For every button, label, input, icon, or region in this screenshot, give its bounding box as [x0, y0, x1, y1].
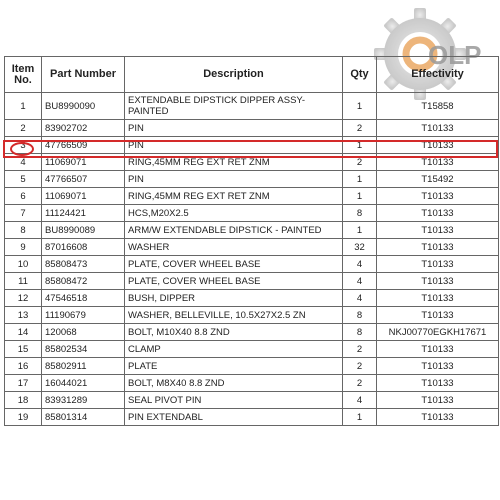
cell-part-number: 47546518 — [42, 290, 125, 307]
cell-effectivity: T10133 — [377, 409, 499, 426]
table-row — [5, 256, 499, 273]
cell-description: BOLT, M8X40 8.8 ZND — [125, 375, 343, 392]
cell-item-no: 5 — [5, 171, 42, 188]
cell-item-no: 12 — [5, 290, 42, 307]
cell-qty: 1 — [343, 222, 377, 239]
cell-effectivity: T10133 — [377, 188, 499, 205]
cell-qty: 8 — [343, 324, 377, 341]
cell-part-number: 83902702 — [42, 120, 125, 137]
cell-description: WASHER — [125, 239, 343, 256]
cell-effectivity: T10133 — [377, 273, 499, 290]
cell-description: ARM/W EXTENDABLE DIPSTICK - PAINTED — [125, 222, 343, 239]
cell-description: RING,45MM REG EXT RET ZNM — [125, 188, 343, 205]
cell-part-number: 47766509 — [42, 137, 125, 154]
cell-item-no: 4 — [5, 154, 42, 171]
cell-qty: 4 — [343, 290, 377, 307]
cell-effectivity: T15492 — [377, 171, 499, 188]
cell-qty: 4 — [343, 256, 377, 273]
cell-effectivity: T10133 — [377, 307, 499, 324]
cell-effectivity: T10133 — [377, 341, 499, 358]
cell-item-no: 15 — [5, 341, 42, 358]
cell-part-number: 85808472 — [42, 273, 125, 290]
cell-effectivity: T10133 — [377, 120, 499, 137]
table-row — [5, 358, 499, 375]
cell-description: PIN EXTENDABL — [125, 409, 343, 426]
table-row — [5, 273, 499, 290]
cell-part-number: 11069071 — [42, 154, 125, 171]
cell-qty: 4 — [343, 273, 377, 290]
cell-item-no: 19 — [5, 409, 42, 426]
cell-part-number: 83931289 — [42, 392, 125, 409]
table-row — [5, 93, 499, 120]
cell-part-number: 47766507 — [42, 171, 125, 188]
table-body — [5, 93, 499, 426]
table-row — [5, 324, 499, 341]
cell-item-no: 9 — [5, 239, 42, 256]
table-row — [5, 205, 499, 222]
cell-part-number: BU8990089 — [42, 222, 125, 239]
table-row — [5, 239, 499, 256]
table-row — [5, 409, 499, 426]
cell-effectivity: T10133 — [377, 154, 499, 171]
table-row — [5, 290, 499, 307]
table-row — [5, 392, 499, 409]
header-item-no: Item No. — [5, 57, 42, 93]
table-row — [5, 307, 499, 324]
cell-effectivity: T10133 — [377, 222, 499, 239]
header-qty: Qty — [343, 57, 377, 93]
table-row — [5, 137, 499, 154]
cell-qty: 2 — [343, 154, 377, 171]
cell-item-no: 13 — [5, 307, 42, 324]
cell-effectivity: NKJ00770EGKH17671 — [377, 324, 499, 341]
header-description: Description — [125, 57, 343, 93]
cell-item-no: 7 — [5, 205, 42, 222]
cell-item-no: 18 — [5, 392, 42, 409]
cell-description: RING,45MM REG EXT RET ZNM — [125, 154, 343, 171]
cell-part-number: 85801314 — [42, 409, 125, 426]
cell-qty: 2 — [343, 120, 377, 137]
cell-qty: 8 — [343, 205, 377, 222]
cell-part-number: 11069071 — [42, 188, 125, 205]
cell-item-no: 11 — [5, 273, 42, 290]
cell-part-number: 85802534 — [42, 341, 125, 358]
table-header-row — [5, 57, 499, 93]
cell-description: PLATE, COVER WHEEL BASE — [125, 256, 343, 273]
cell-part-number: 85808473 — [42, 256, 125, 273]
table-row — [5, 188, 499, 205]
cell-description: SEAL PIVOT PIN — [125, 392, 343, 409]
cell-description: WASHER, BELLEVILLE, 10.5X27X2.5 ZN — [125, 307, 343, 324]
cell-part-number: 85802911 — [42, 358, 125, 375]
cell-item-no: 3 — [5, 137, 42, 154]
cell-qty: 8 — [343, 307, 377, 324]
cell-item-no: 10 — [5, 256, 42, 273]
cell-part-number: 16044021 — [42, 375, 125, 392]
cell-part-number: BU8990090 — [42, 93, 125, 120]
cell-item-no: 6 — [5, 188, 42, 205]
cell-effectivity: T10133 — [377, 290, 499, 307]
table-row — [5, 375, 499, 392]
cell-effectivity: T15858 — [377, 93, 499, 120]
cell-part-number: 11124421 — [42, 205, 125, 222]
cell-effectivity: T10133 — [377, 137, 499, 154]
table-row — [5, 171, 499, 188]
cell-qty: 2 — [343, 358, 377, 375]
cell-description: PLATE — [125, 358, 343, 375]
svg-text:OLP: OLP — [428, 40, 482, 70]
cell-item-no: 17 — [5, 375, 42, 392]
cell-item-no: 16 — [5, 358, 42, 375]
header-part-number: Part Number — [42, 57, 125, 93]
cell-description: BUSH, DIPPER — [125, 290, 343, 307]
cell-qty: 1 — [343, 93, 377, 120]
cell-qty: 1 — [343, 171, 377, 188]
cell-item-no: 14 — [5, 324, 42, 341]
cell-qty: 2 — [343, 375, 377, 392]
cell-effectivity: T10133 — [377, 256, 499, 273]
cell-effectivity: T10133 — [377, 358, 499, 375]
cell-description: PIN — [125, 137, 343, 154]
cell-qty: 1 — [343, 409, 377, 426]
cell-effectivity: T10133 — [377, 392, 499, 409]
cell-effectivity: T10133 — [377, 205, 499, 222]
table-row — [5, 222, 499, 239]
cell-effectivity: T10133 — [377, 239, 499, 256]
cell-effectivity: T10133 — [377, 375, 499, 392]
parts-table — [4, 56, 499, 426]
cell-description: EXTENDABLE DIPSTICK DIPPER ASSY-PAINTED — [125, 93, 343, 120]
cell-description: PLATE, COVER WHEEL BASE — [125, 273, 343, 290]
table-row — [5, 341, 499, 358]
cell-qty: 32 — [343, 239, 377, 256]
cell-qty: 4 — [343, 392, 377, 409]
cell-description: PIN — [125, 171, 343, 188]
cell-description: CLAMP — [125, 341, 343, 358]
cell-qty: 1 — [343, 188, 377, 205]
cell-item-no: 8 — [5, 222, 42, 239]
cell-part-number: 120068 — [42, 324, 125, 341]
cell-part-number: 11190679 — [42, 307, 125, 324]
cell-description: PIN — [125, 120, 343, 137]
cell-qty: 1 — [343, 137, 377, 154]
cell-description: HCS,M20X2.5 — [125, 205, 343, 222]
table-row — [5, 154, 499, 171]
table-row — [5, 120, 499, 137]
cell-qty: 2 — [343, 341, 377, 358]
header-effectivity: Effectivity — [377, 57, 499, 93]
cell-item-no: 2 — [5, 120, 42, 137]
cell-item-no: 1 — [5, 93, 42, 120]
cell-part-number: 87016608 — [42, 239, 125, 256]
cell-description: BOLT, M10X40 8.8 ZND — [125, 324, 343, 341]
